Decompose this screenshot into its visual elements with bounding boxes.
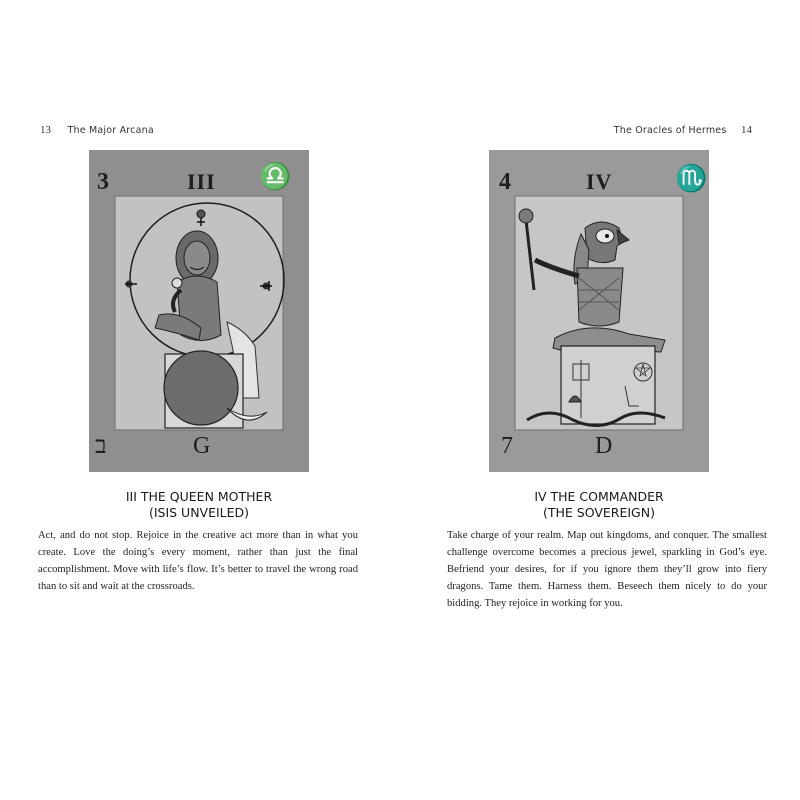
commander-illustration (489, 150, 709, 472)
card-roman-numeral: IV (586, 169, 613, 194)
page-number-right: 14 (741, 124, 752, 136)
body-text-right: Take charge of your realm. Map out kingdoms, and conquer. The smallest challenge overcome becomes a precious jewel, sparkling in God’s eye. Befriend your desires, for if you ignore them they’ll grow into fiery dragons. Tame them. Harness them. Beseech them nicely to do your bidding. They rejoice in working for you. (447, 530, 767, 609)
caption-title: IV THE COMMANDER (534, 489, 664, 504)
scorpio-icon: ♏ (675, 164, 708, 193)
running-head-right (614, 124, 752, 136)
caption-subtitle: (THE SOVEREIGN) (543, 505, 655, 520)
card-letter: D (595, 433, 613, 459)
body-text-left: Act, and do not stop. Rejoice in the creative act more than in what you create. Love the doing’s every moment, rather than just the final accomplishment. Move with life’s flow. It’s better to travel the wrong road than to sit and wait at the crossroads. (38, 530, 358, 592)
tarot-card-commander (489, 150, 709, 472)
card-number: 3 (97, 169, 109, 195)
card-letter: G (193, 433, 211, 459)
card-roman-numeral: III (187, 169, 216, 194)
card-number: 4 (499, 169, 511, 195)
page-number-left: 13 (40, 124, 51, 136)
running-head-left (40, 124, 154, 136)
caption-title: III THE QUEEN MOTHER (125, 489, 273, 504)
queen-mother-illustration (89, 150, 309, 472)
section-title-right: The Oracles of Hermes (613, 125, 727, 136)
libra-icon: ♎ (259, 162, 292, 191)
card-caption-left (49, 489, 349, 521)
caption-subtitle: (ISIS UNVEILED) (148, 505, 250, 520)
section-title-left: The Major Arcana (67, 125, 154, 136)
tarot-card-queen-mother (89, 150, 309, 472)
card-caption-right (449, 489, 749, 521)
hebrew-letter-icon: ב (95, 433, 107, 459)
card-bottom-number: 7 (501, 433, 513, 459)
